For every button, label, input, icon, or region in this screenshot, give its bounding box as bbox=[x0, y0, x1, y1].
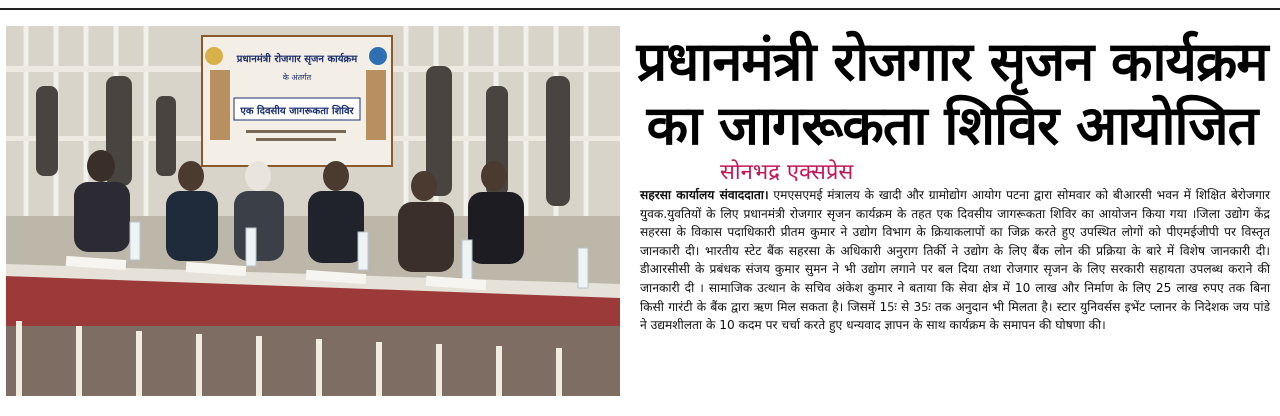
headline-line-1: प्रधानमंत्री रोजगार सृजन कार्यक्रम bbox=[636, 30, 1268, 93]
article-text: एमएसएमई मंत्रालय के खादी और ग्रामोद्योग आयोग पटना द्वारा सोमवार को बीआरसी भवन में शिक्षित बेरोजगार युवक.युवतियों के लिए प्रधानमंत्री रोजगार सृजन कार्यक्रम के तहत एक दिवसीय जागरूकता शिविर का आयोजन किया गया ।जिला उद्योग केंद्र सहरसा के विकास पदाधिकारी प्रीतम कुमार ने उद्योग विभाग के क्रियाकलापों का जिक्र करते हुए उपस्थित लोगों को पीएमईजीपी पर विस्तृत जानकारी दी। भारतीय स्टेट बैंक सहरसा के अधिकारी अनुराग तिर्की ने उद्योग के लिए बैंक लोन की प्रक्रिया के बारे में विशेष जानकारी दी। डीआरसीसी के प्रबंधक संजय कुमार सुमन ने भी उद्योग लगाने पर बल दिया तथा रोजगार सृजन के लिए सरकारी सहायता उपलब्ध कराने की जानकारी दी । सामाजिक उत्थान के सचिव अंकेश कुमार ने बताया कि सेवा क्षेत्र में 10 लाख और निर्माण के लिए 25 लाख रुपए तक बिना किसी गारंटी के बैंक द्वारा ऋण मिल सकता है। जिसमें 15ः से 35ः तक अनुदान भी मिलता है। स्टार युनिवर्सस इभेंट प्लानर के निदेशक जय पांडे ने उद्यमशीलता के 10 कदम पर चर्चा करते हुए धन्यवाद ज्ञापन के साथ कार्यक्रम के समापन की घोषणा की। bbox=[640, 188, 1270, 333]
article-lead: सहरसा कार्यालय संवाददाता। bbox=[640, 188, 769, 202]
article-body bbox=[640, 186, 1270, 335]
banner-title: प्रधानमंत्री रोजगार सृजन कार्यक्रम bbox=[236, 54, 358, 65]
banner-event: एक दिवसीय जागरूकता शिविर bbox=[240, 106, 354, 117]
event-banner bbox=[202, 36, 392, 166]
banner-subtitle: के अंतर्गत bbox=[282, 73, 312, 82]
headline bbox=[632, 30, 1272, 157]
top-rule bbox=[0, 8, 1280, 10]
event-photo bbox=[6, 26, 620, 396]
headline-line-2: का जागरूकता शिविर आयोजित bbox=[646, 93, 1258, 157]
source-credit: सोनभद्र एक्सप्रेस bbox=[720, 160, 854, 185]
